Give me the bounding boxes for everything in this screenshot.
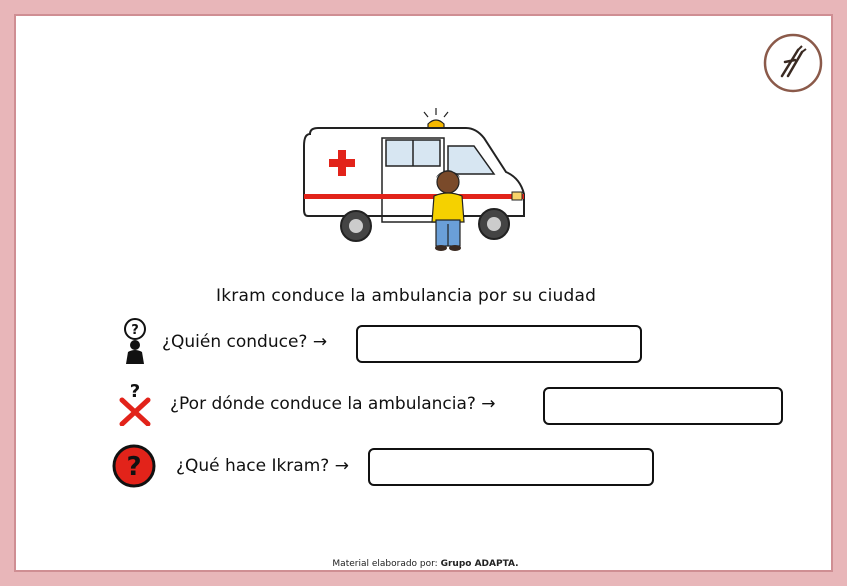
footer-credit — [16, 559, 835, 569]
answer-what-input[interactable] — [368, 448, 654, 486]
question-where: ¿Por dónde conduce la ambulancia? → — [170, 394, 496, 414]
svg-text:?: ? — [126, 452, 142, 482]
question-what: ¿Qué hace Ikram? → — [176, 456, 349, 476]
sentence-text: Ikram conduce la ambulancia por su ciudad — [216, 286, 597, 306]
answer-who-input[interactable] — [356, 325, 642, 363]
logo-icon — [762, 32, 824, 94]
question-who: ¿Quién conduce? → — [162, 332, 328, 352]
worksheet-card — [14, 14, 833, 572]
ambulance-illustration — [298, 106, 536, 256]
svg-text:?: ? — [131, 323, 139, 338]
where-cross-icon — [118, 380, 152, 426]
siren-icon — [424, 108, 448, 128]
what-question-icon — [112, 444, 156, 488]
driver-ikram-icon — [432, 170, 464, 251]
footer-author: Grupo ADAPTA. — [440, 559, 519, 569]
who-person-icon — [120, 318, 150, 364]
svg-text:?: ? — [129, 381, 141, 402]
answer-where-input[interactable] — [543, 387, 783, 425]
footer-prefix: Material elaborado por: — [332, 559, 438, 569]
